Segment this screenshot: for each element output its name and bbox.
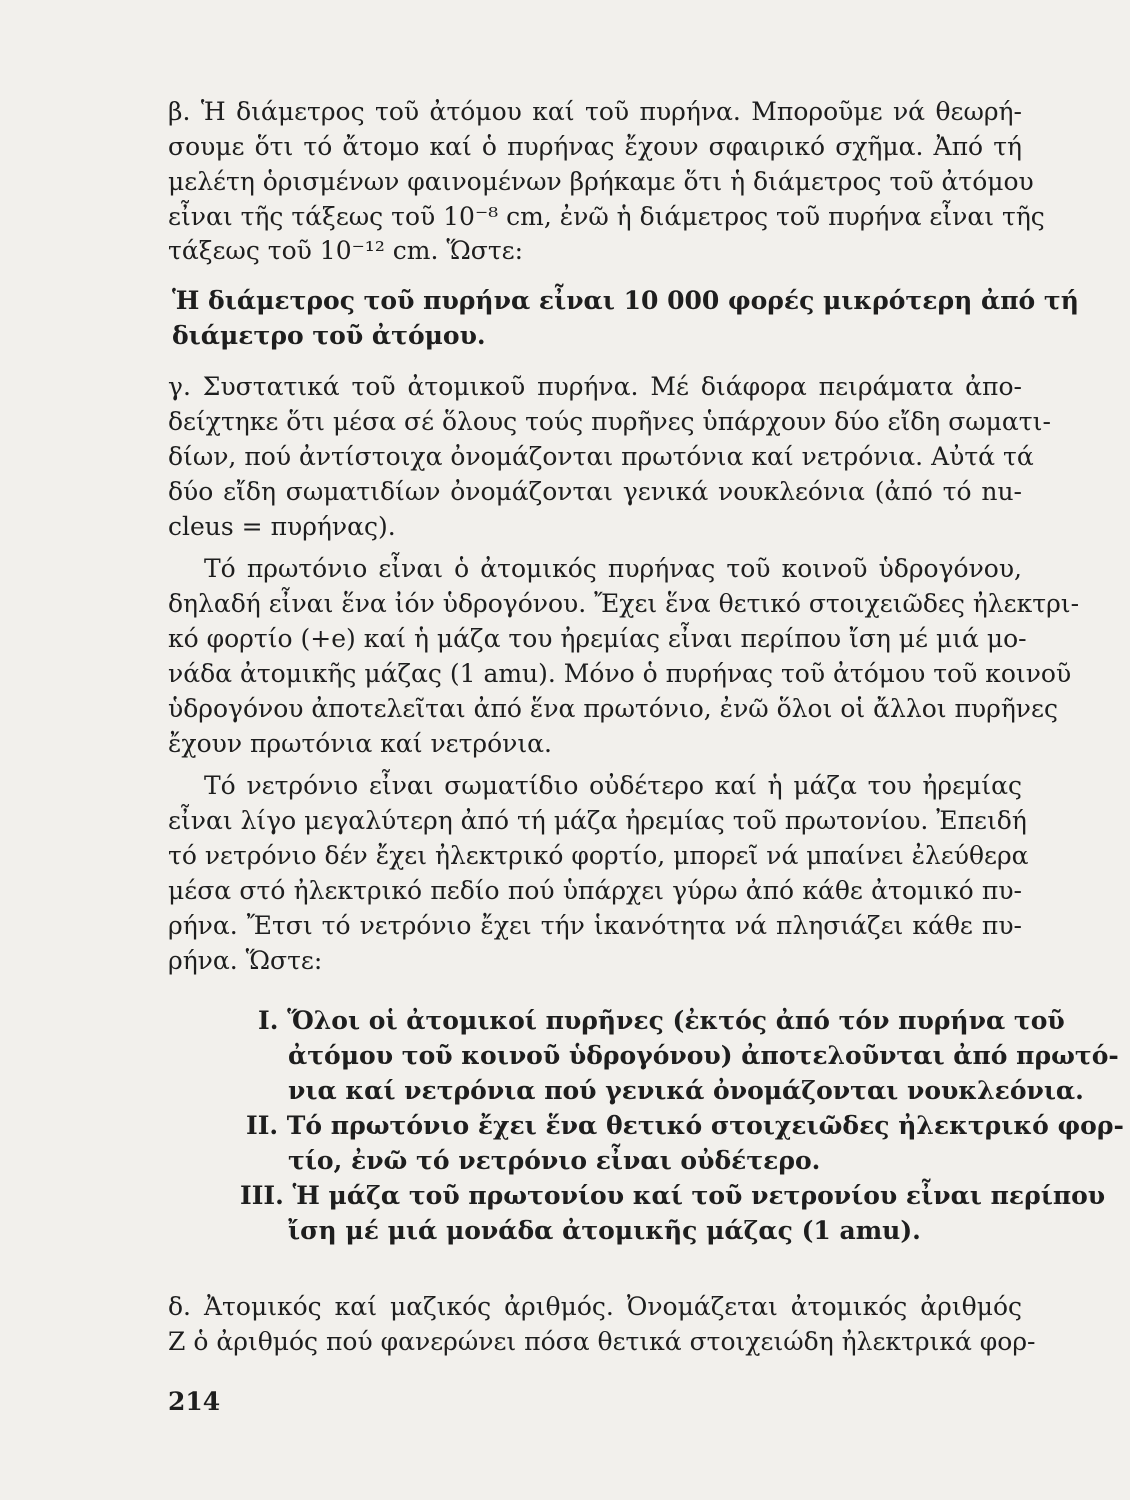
text-line: μέσα στό ἠλεκτρικό πεδίο πού ὑπάρχει γύρω ἀπό κάθε ἀτομικό πυ- bbox=[168, 876, 1022, 905]
summary-item-1: I. Ὅλοι οἱ ἀτομικοί πυρῆνες (ἐκτός ἀπό τόν πυρήνα τοῦ bbox=[258, 1006, 1065, 1035]
text-line: τάξεως τοῦ 10⁻¹² cm. Ὥστε: bbox=[168, 236, 524, 265]
text-line: δύο εἴδη σωματιδίων ὀνομάζονται γενικά νουκλεόνια (ἀπό τό nu- bbox=[168, 477, 1022, 506]
text-line: ρήνα. Ἔτσι τό νετρόνιο ἔχει τήν ἱκανότητα νά πλησιάζει κάθε πυ- bbox=[168, 911, 1022, 940]
summary-item-3-cont: ἴση μέ μιά μονάδα ἀτομικῆς μάζας (1 amu). bbox=[288, 1216, 921, 1245]
text-line: Τό νετρόνιο εἶναι σωματίδιο οὐδέτερο καί ἡ μάζα του ἠρεμίας bbox=[204, 771, 1022, 800]
summary-item-2: II. Τό πρωτόνιο ἔχει ἕνα θετικό στοιχειῶδες ἠλεκτρικό φορ- bbox=[246, 1111, 1124, 1140]
highlighted-statement: διάμετρο τοῦ ἀτόμου. bbox=[172, 321, 486, 350]
summary-item-1-cont: ἀτόμου τοῦ κοινοῦ ὑδρογόνου) ἀποτελοῦνται ἀπό πρωτό- bbox=[288, 1041, 1119, 1070]
text-line: ὑδρογόνου ἀποτελεῖται ἀπό ἕνα πρωτόνιο, ἐνῶ ὅλοι οἱ ἄλλοι πυρῆνες bbox=[168, 694, 1058, 723]
text-line: δ. Ἀτομικός καί μαζικός ἀριθμός. Ὀνομάζεται ἀτομικός ἀριθμός bbox=[168, 1292, 1022, 1321]
text-line: νάδα ἀτομικῆς μάζας (1 amu). Μόνο ὁ πυρήνας τοῦ ἀτόμου τοῦ κοινοῦ bbox=[168, 659, 1072, 688]
text-line: τό νετρόνιο δέν ἔχει ἠλεκτρικό φορτίο, μπορεῖ νά μπαίνει ἐλεύθερα bbox=[168, 841, 1029, 870]
text-line: Τό πρωτόνιο εἶναι ὁ ἀτομικός πυρήνας τοῦ κοινοῦ ὑδρογόνου, bbox=[204, 554, 1022, 583]
summary-item-3: III. Ἡ μάζα τοῦ πρωτονίου καί τοῦ νετρονίου εἶναι περίπου bbox=[240, 1181, 1106, 1210]
text-line: Ζ ὁ ἀριθμός πού φανερώνει πόσα θετικά στοιχειώδη ἠλεκτρικά φορ- bbox=[168, 1327, 1036, 1356]
text-line: σουμε ὅτι τό ἄτομο καί ὁ πυρήνας ἔχουν σφαιρικό σχῆμα. Ἀπό τή bbox=[168, 132, 1022, 161]
page-number: 214 bbox=[168, 1387, 221, 1416]
text-line: κό φορτίο (+e) καί ἡ μάζα του ἠρεμίας εἶναι περίπου ἴση μέ μιά μο- bbox=[168, 624, 1027, 653]
text-line: μελέτη ὁρισμένων φαινομένων βρήκαμε ὅτι ἡ διάμετρος τοῦ ἀτόμου bbox=[168, 167, 1034, 196]
text-line: δίων, πού ἀντίστοιχα ὀνομάζονται πρωτόνια καί νετρόνια. Αὐτά τά bbox=[168, 442, 1034, 471]
text-line: εἶναι τῆς τάξεως τοῦ 10⁻⁸ cm, ἐνῶ ἡ διάμετρος τοῦ πυρήνα εἶναι τῆς bbox=[168, 202, 1045, 231]
text-line: δηλαδή εἶναι ἕνα ἰόν ὑδρογόνου. Ἔχει ἕνα θετικό στοιχειῶδες ἠλεκτρι- bbox=[168, 589, 1080, 618]
text-line: cleus = πυρήνας). bbox=[168, 512, 396, 541]
summary-item-1-cont: νια καί νετρόνια πού γενικά ὀνομάζονται νουκλεόνια. bbox=[288, 1076, 1084, 1105]
text-line: ρήνα. Ὥστε: bbox=[168, 946, 323, 975]
text-line: ἔχουν πρωτόνια καί νετρόνια. bbox=[168, 729, 552, 758]
text-line: γ. Συστατικά τοῦ ἀτομικοῦ πυρήνα. Μέ διάφορα πειράματα ἀπο- bbox=[168, 372, 1022, 401]
text-line: δείχτηκε ὅτι μέσα σέ ὅλους τούς πυρῆνες ὑπάρχουν δύο εἴδη σωματι- bbox=[168, 407, 1051, 436]
text-line: β. Ἡ διάμετρος τοῦ ἀτόμου καί τοῦ πυρήνα. Μποροῦμε νά θεωρή- bbox=[168, 97, 1022, 126]
text-line: εἶναι λίγο μεγαλύτερη ἀπό τή μάζα ἠρεμίας τοῦ πρωτονίου. Ἐπειδή bbox=[168, 806, 1027, 835]
summary-item-2-cont: τίο, ἐνῶ τό νετρόνιο εἶναι οὐδέτερο. bbox=[288, 1146, 821, 1175]
highlighted-statement: Ἡ διάμετρος τοῦ πυρήνα εἶναι 10 000 φορές μικρότερη ἀπό τή bbox=[172, 286, 1079, 315]
